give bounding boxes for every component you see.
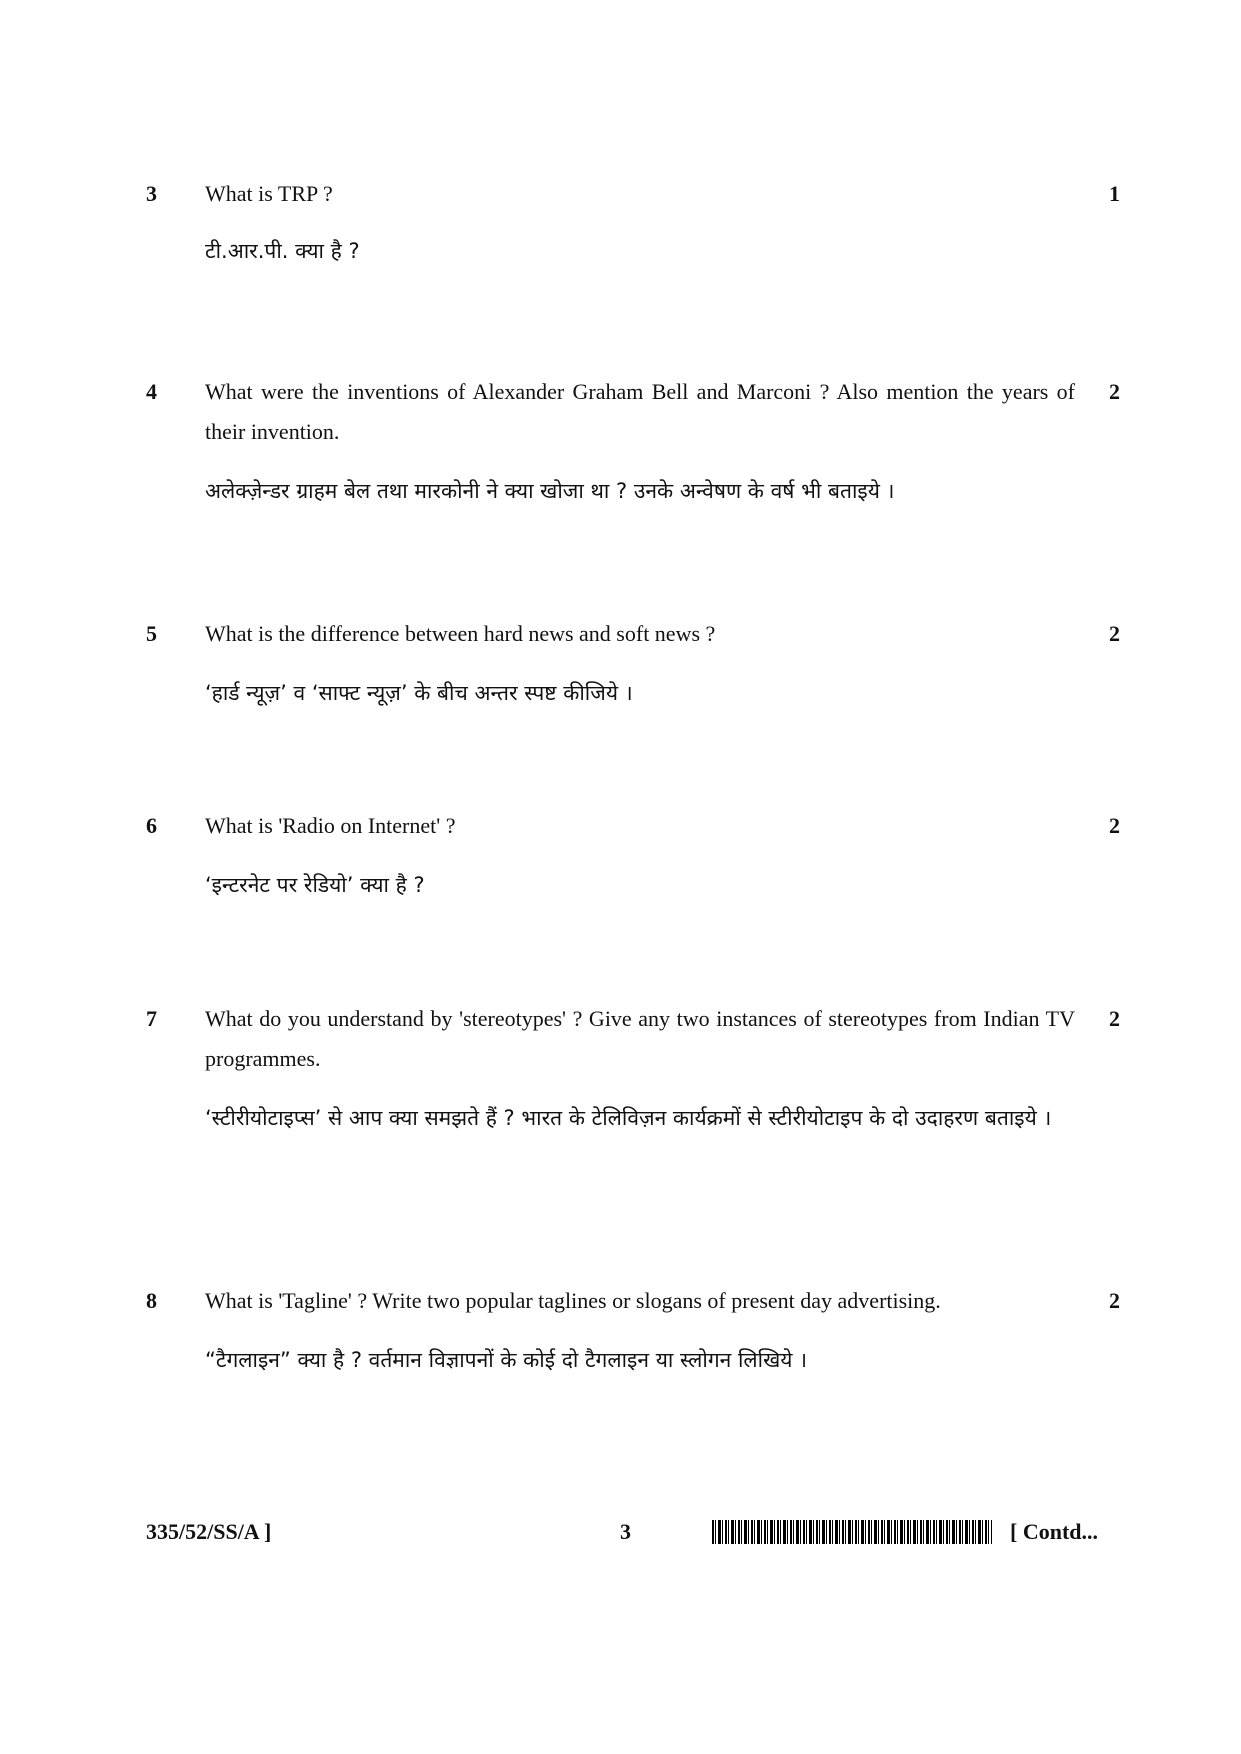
question-marks: 2 [1109,379,1120,404]
question-text-english: What were the inventions of Alexander Graham Bell and Marconi ? Also mention the years of their invention. [205,379,1075,444]
question-text-hindi: ‘इन्टरनेट पर रेडियो’ क्या है ? [205,873,425,897]
question-text-english: What is the difference between hard news and soft news ? [205,621,716,646]
question-marks: 2 [1109,813,1120,838]
barcode-image [712,1520,992,1544]
question-number: 7 [146,1006,157,1031]
question-text-english: What is TRP ? [205,181,333,206]
question-text-english: What is 'Tagline' ? Write two popular taglines or slogans of present day advertising. [205,1288,941,1313]
question-number: 5 [146,621,157,646]
question-marks: 2 [1109,1288,1120,1313]
question-number: 3 [146,181,157,206]
question-marks: 1 [1109,181,1120,206]
page-number: 3 [620,1519,631,1544]
question-text-hindi: ‘हार्ड न्यूज़’ व ‘साफ्ट न्यूज़’ के बीच अन्तर स्पष्ट कीजिये । [205,681,633,705]
question-marks: 2 [1109,1006,1120,1031]
question-number: 8 [146,1288,157,1313]
question-number: 4 [146,379,157,404]
question-number: 6 [146,813,157,838]
question-text-english: What is 'Radio on Internet' ? [205,813,456,838]
question-text-english: What do you understand by 'stereotypes' ? Give any two instances of stereotypes from Indian TV programmes. [205,1006,1075,1071]
continued-label: [ Contd... [1010,1519,1099,1544]
question-text-hindi: अलेक्ज़ेन्डर ग्राहम बेल तथा मारकोनी ने क्या खोजा था ? उनके अन्वेषण के वर्ष भी बताइये । [205,479,895,503]
page-footer [0,1512,1241,1552]
question-text-hindi: ‘स्टीरीयोटाइप्स’ से आप क्या समझते हैं ? भारत के टेलिविज़न कार्यक्रमों से स्टीरीयोटाइप के दो उदाहरण बताइये । [205,1106,1052,1130]
question-text-hindi: “टैगलाइन” क्या है ? वर्तमान विज्ञापनों के कोई दो टैगलाइन या स्लोगन लिखिये । [205,1348,808,1372]
paper-code: 335/52/SS/A ] [146,1519,272,1544]
question-marks: 2 [1109,621,1120,646]
question-text-hindi: टी.आर.पी. क्या है ? [205,239,360,263]
